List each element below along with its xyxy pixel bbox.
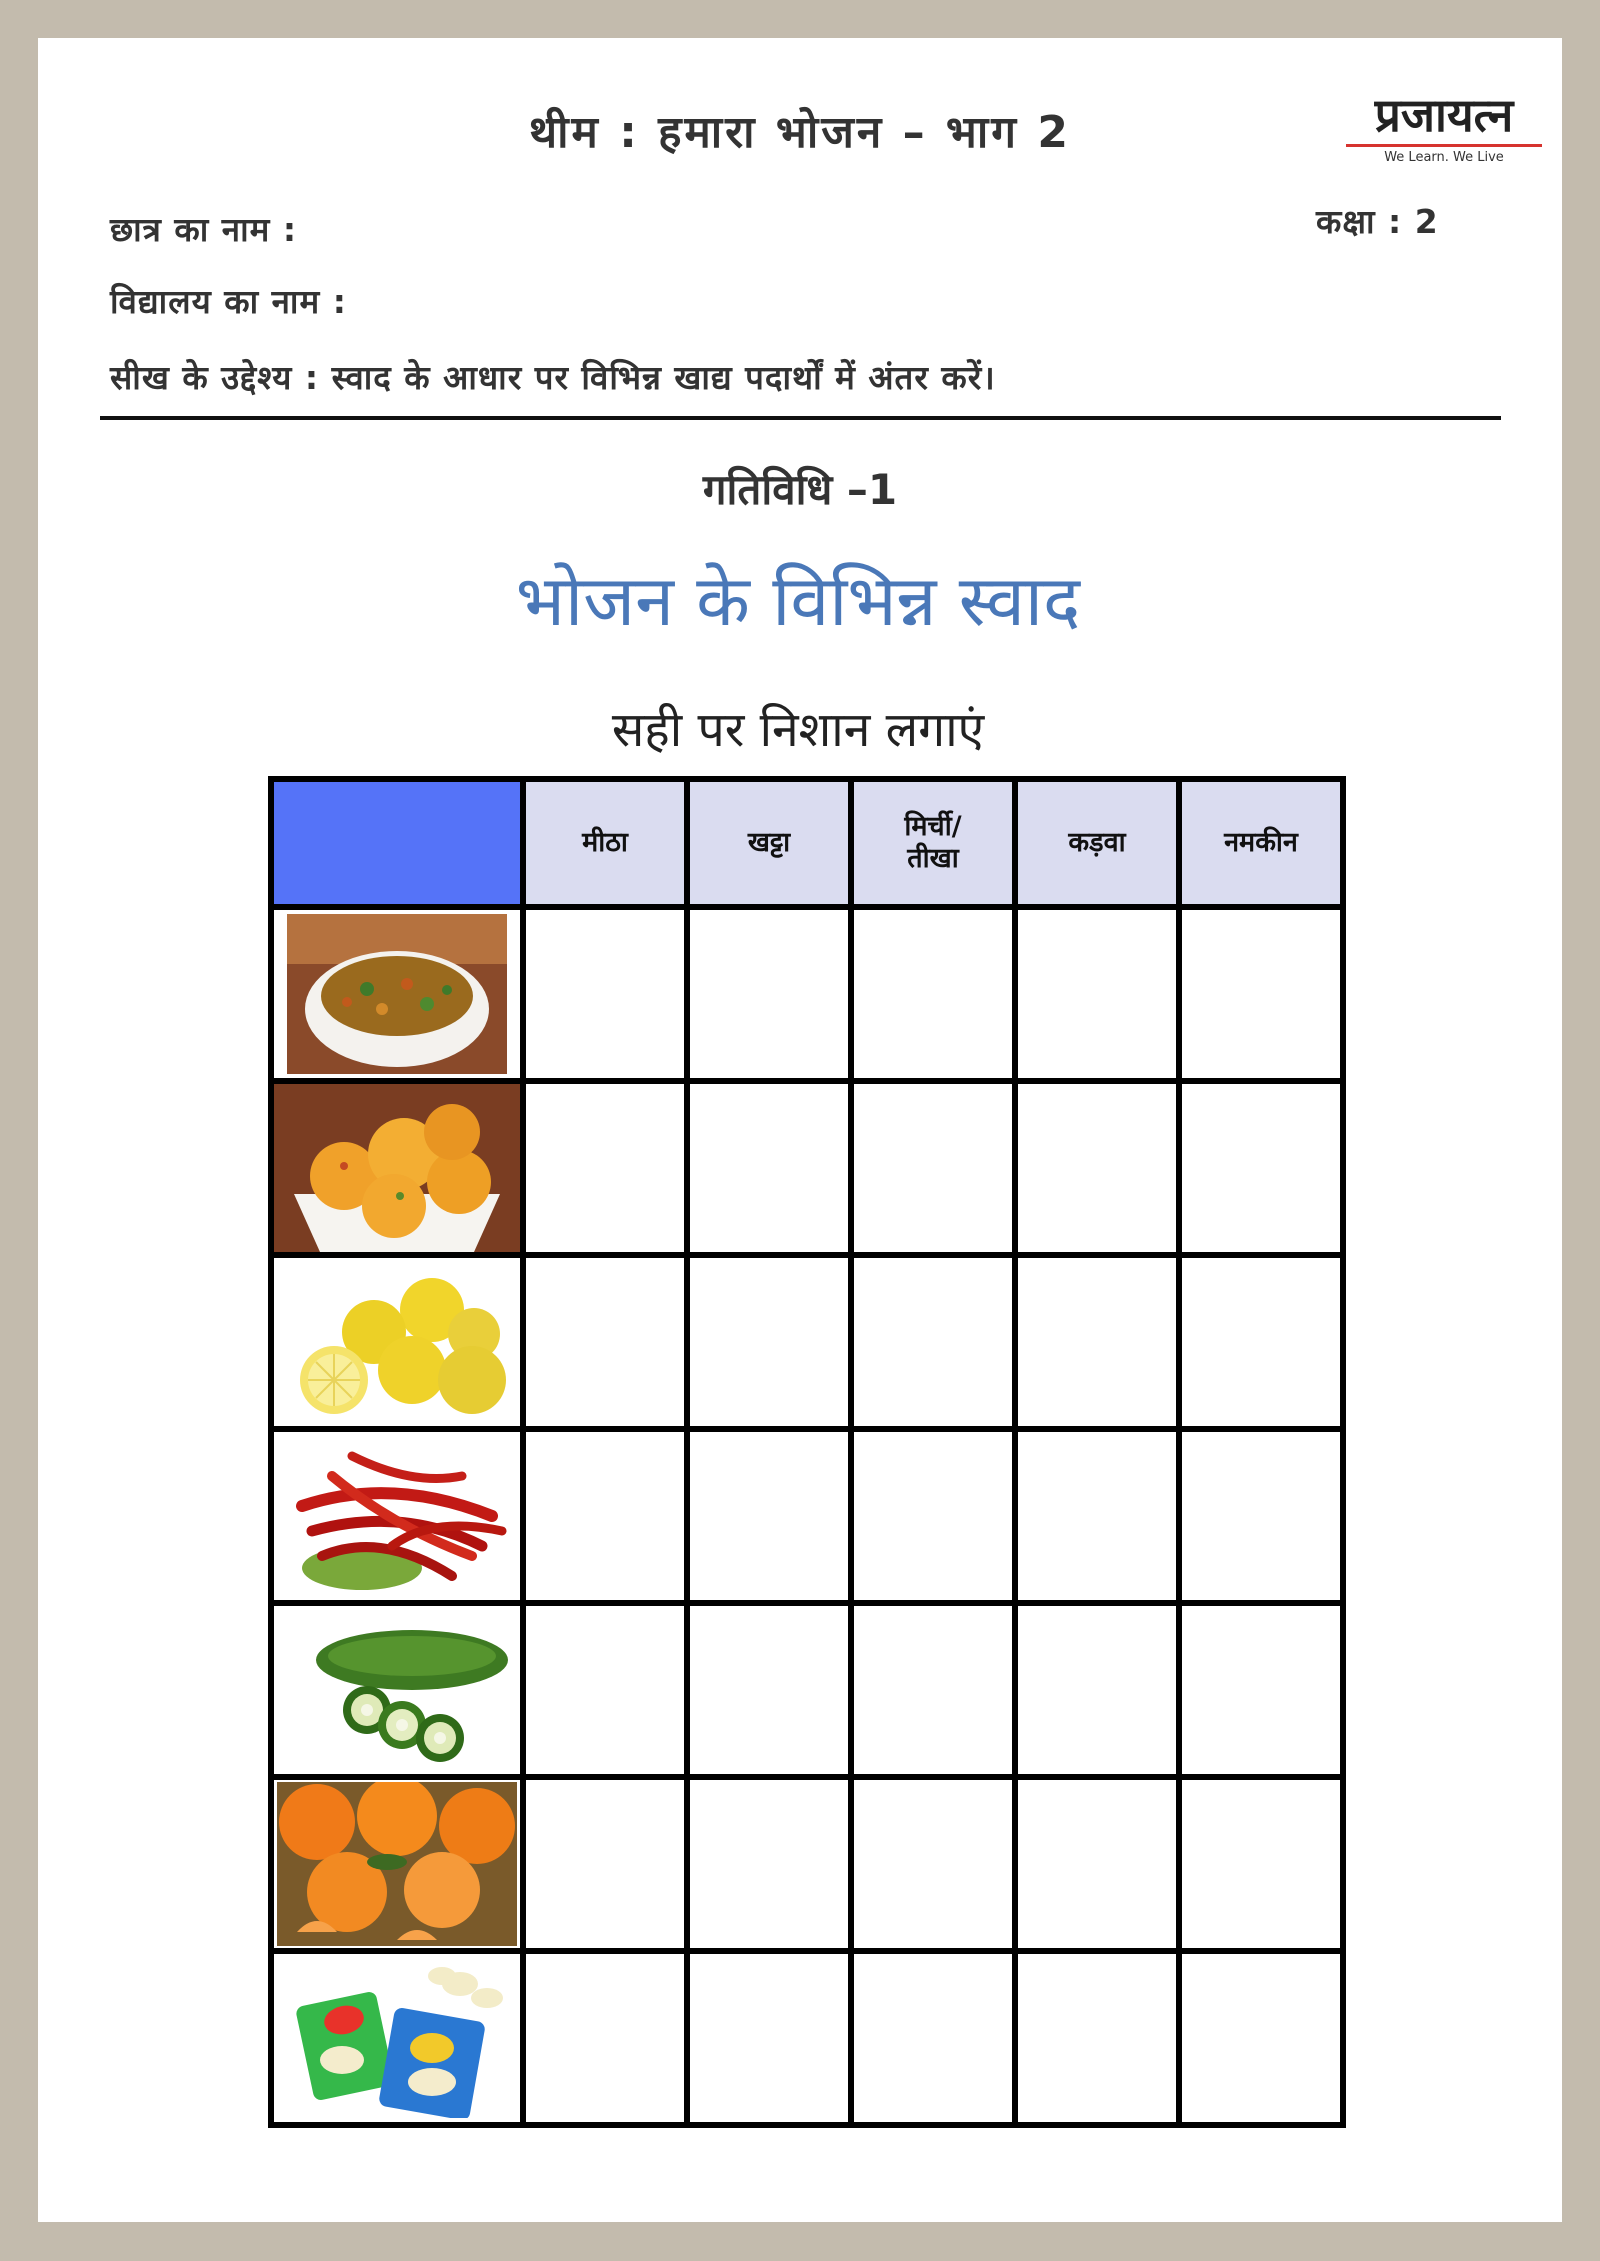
- answer-cell[interactable]: [523, 1951, 687, 2125]
- activity-topic: भोजन के विभिन्न स्वाद: [515, 560, 1081, 642]
- answer-cell[interactable]: [851, 1429, 1015, 1603]
- header-bitter: कड़वा: [1015, 779, 1179, 907]
- answer-cell[interactable]: [851, 1081, 1015, 1255]
- header-sweet: मीठा: [523, 779, 687, 907]
- worksheet-page: [38, 38, 1562, 2222]
- answer-cell[interactable]: [1015, 1081, 1179, 1255]
- worksheet-title: थीम : हमारा भोजन – भाग 2: [529, 107, 1071, 158]
- table-header-row: [271, 779, 1343, 907]
- answer-cell[interactable]: [1015, 1603, 1179, 1777]
- answer-cell[interactable]: [1015, 1429, 1179, 1603]
- answer-cell[interactable]: [1179, 1777, 1343, 1951]
- table-row: [271, 907, 1343, 1081]
- table-row: [271, 1777, 1343, 1951]
- answer-cell[interactable]: [851, 1777, 1015, 1951]
- answer-cell[interactable]: [1179, 1603, 1343, 1777]
- answer-cell[interactable]: [523, 1255, 687, 1429]
- table-corner-cell: [271, 779, 523, 907]
- answer-cell[interactable]: [851, 1603, 1015, 1777]
- table-row: [271, 1081, 1343, 1255]
- answer-cell[interactable]: [1015, 907, 1179, 1081]
- activity-instruction: सही पर निशान लगाएं: [611, 702, 985, 758]
- answer-cell[interactable]: [851, 1255, 1015, 1429]
- answer-cell[interactable]: [523, 1603, 687, 1777]
- lemons-image: [271, 1255, 523, 1429]
- chips-packets-image: [271, 1951, 523, 2125]
- table-row: [271, 1429, 1343, 1603]
- answer-cell[interactable]: [1179, 1429, 1343, 1603]
- answer-cell[interactable]: [687, 1951, 851, 2125]
- table-row: [271, 1255, 1343, 1429]
- table-row: [271, 1951, 1343, 2125]
- header-spicy-line2: तीखा: [907, 843, 959, 874]
- answer-cell[interactable]: [1179, 1081, 1343, 1255]
- table-row: [271, 1603, 1343, 1777]
- logo-text: प्रजायत्न: [1374, 88, 1514, 142]
- answer-cell[interactable]: [1179, 1255, 1343, 1429]
- answer-cell[interactable]: [523, 1429, 687, 1603]
- answer-cell[interactable]: [851, 907, 1015, 1081]
- curry-bowl-image: [271, 907, 523, 1081]
- brand-logo: [1334, 88, 1554, 165]
- answer-cell[interactable]: [687, 1255, 851, 1429]
- answer-cell[interactable]: [1179, 1951, 1343, 2125]
- class-label: कक्षा : 2: [1316, 202, 1439, 241]
- student-name-field: छात्र का नाम :: [110, 210, 298, 249]
- answer-cell[interactable]: [523, 1081, 687, 1255]
- answer-cell[interactable]: [687, 1429, 851, 1603]
- answer-cell[interactable]: [687, 907, 851, 1081]
- red-chillies-image: [271, 1429, 523, 1603]
- header-sour: खट्टा: [687, 779, 851, 907]
- logo-underline: [1346, 144, 1542, 147]
- answer-cell[interactable]: [523, 907, 687, 1081]
- divider-rule: [100, 416, 1501, 420]
- answer-cell[interactable]: [523, 1777, 687, 1951]
- answer-cell[interactable]: [1179, 907, 1343, 1081]
- logo-tagline: We Learn. We Live: [1384, 150, 1504, 165]
- oranges-image: [271, 1777, 523, 1951]
- header-spicy: [851, 779, 1015, 907]
- answer-cell[interactable]: [687, 1777, 851, 1951]
- header-salty: नमकीन: [1179, 779, 1343, 907]
- taste-table: [268, 776, 1346, 2128]
- answer-cell[interactable]: [687, 1081, 851, 1255]
- answer-cell[interactable]: [1015, 1255, 1179, 1429]
- learning-objective: सीख के उद्देश्य : स्वाद के आधार पर विभिन्न खाद्य पदार्थों में अंतर करें।: [110, 358, 996, 397]
- answer-cell[interactable]: [687, 1603, 851, 1777]
- answer-cell[interactable]: [1015, 1777, 1179, 1951]
- school-name-field: विद्यालय का नाम :: [110, 282, 347, 321]
- laddoo-image: [271, 1081, 523, 1255]
- answer-cell[interactable]: [851, 1951, 1015, 2125]
- header-spicy-line1: मिर्ची/: [904, 811, 962, 842]
- bitter-gourd-image: [271, 1603, 523, 1777]
- answer-cell[interactable]: [1015, 1951, 1179, 2125]
- activity-heading: गतिविधि –1: [702, 465, 898, 514]
